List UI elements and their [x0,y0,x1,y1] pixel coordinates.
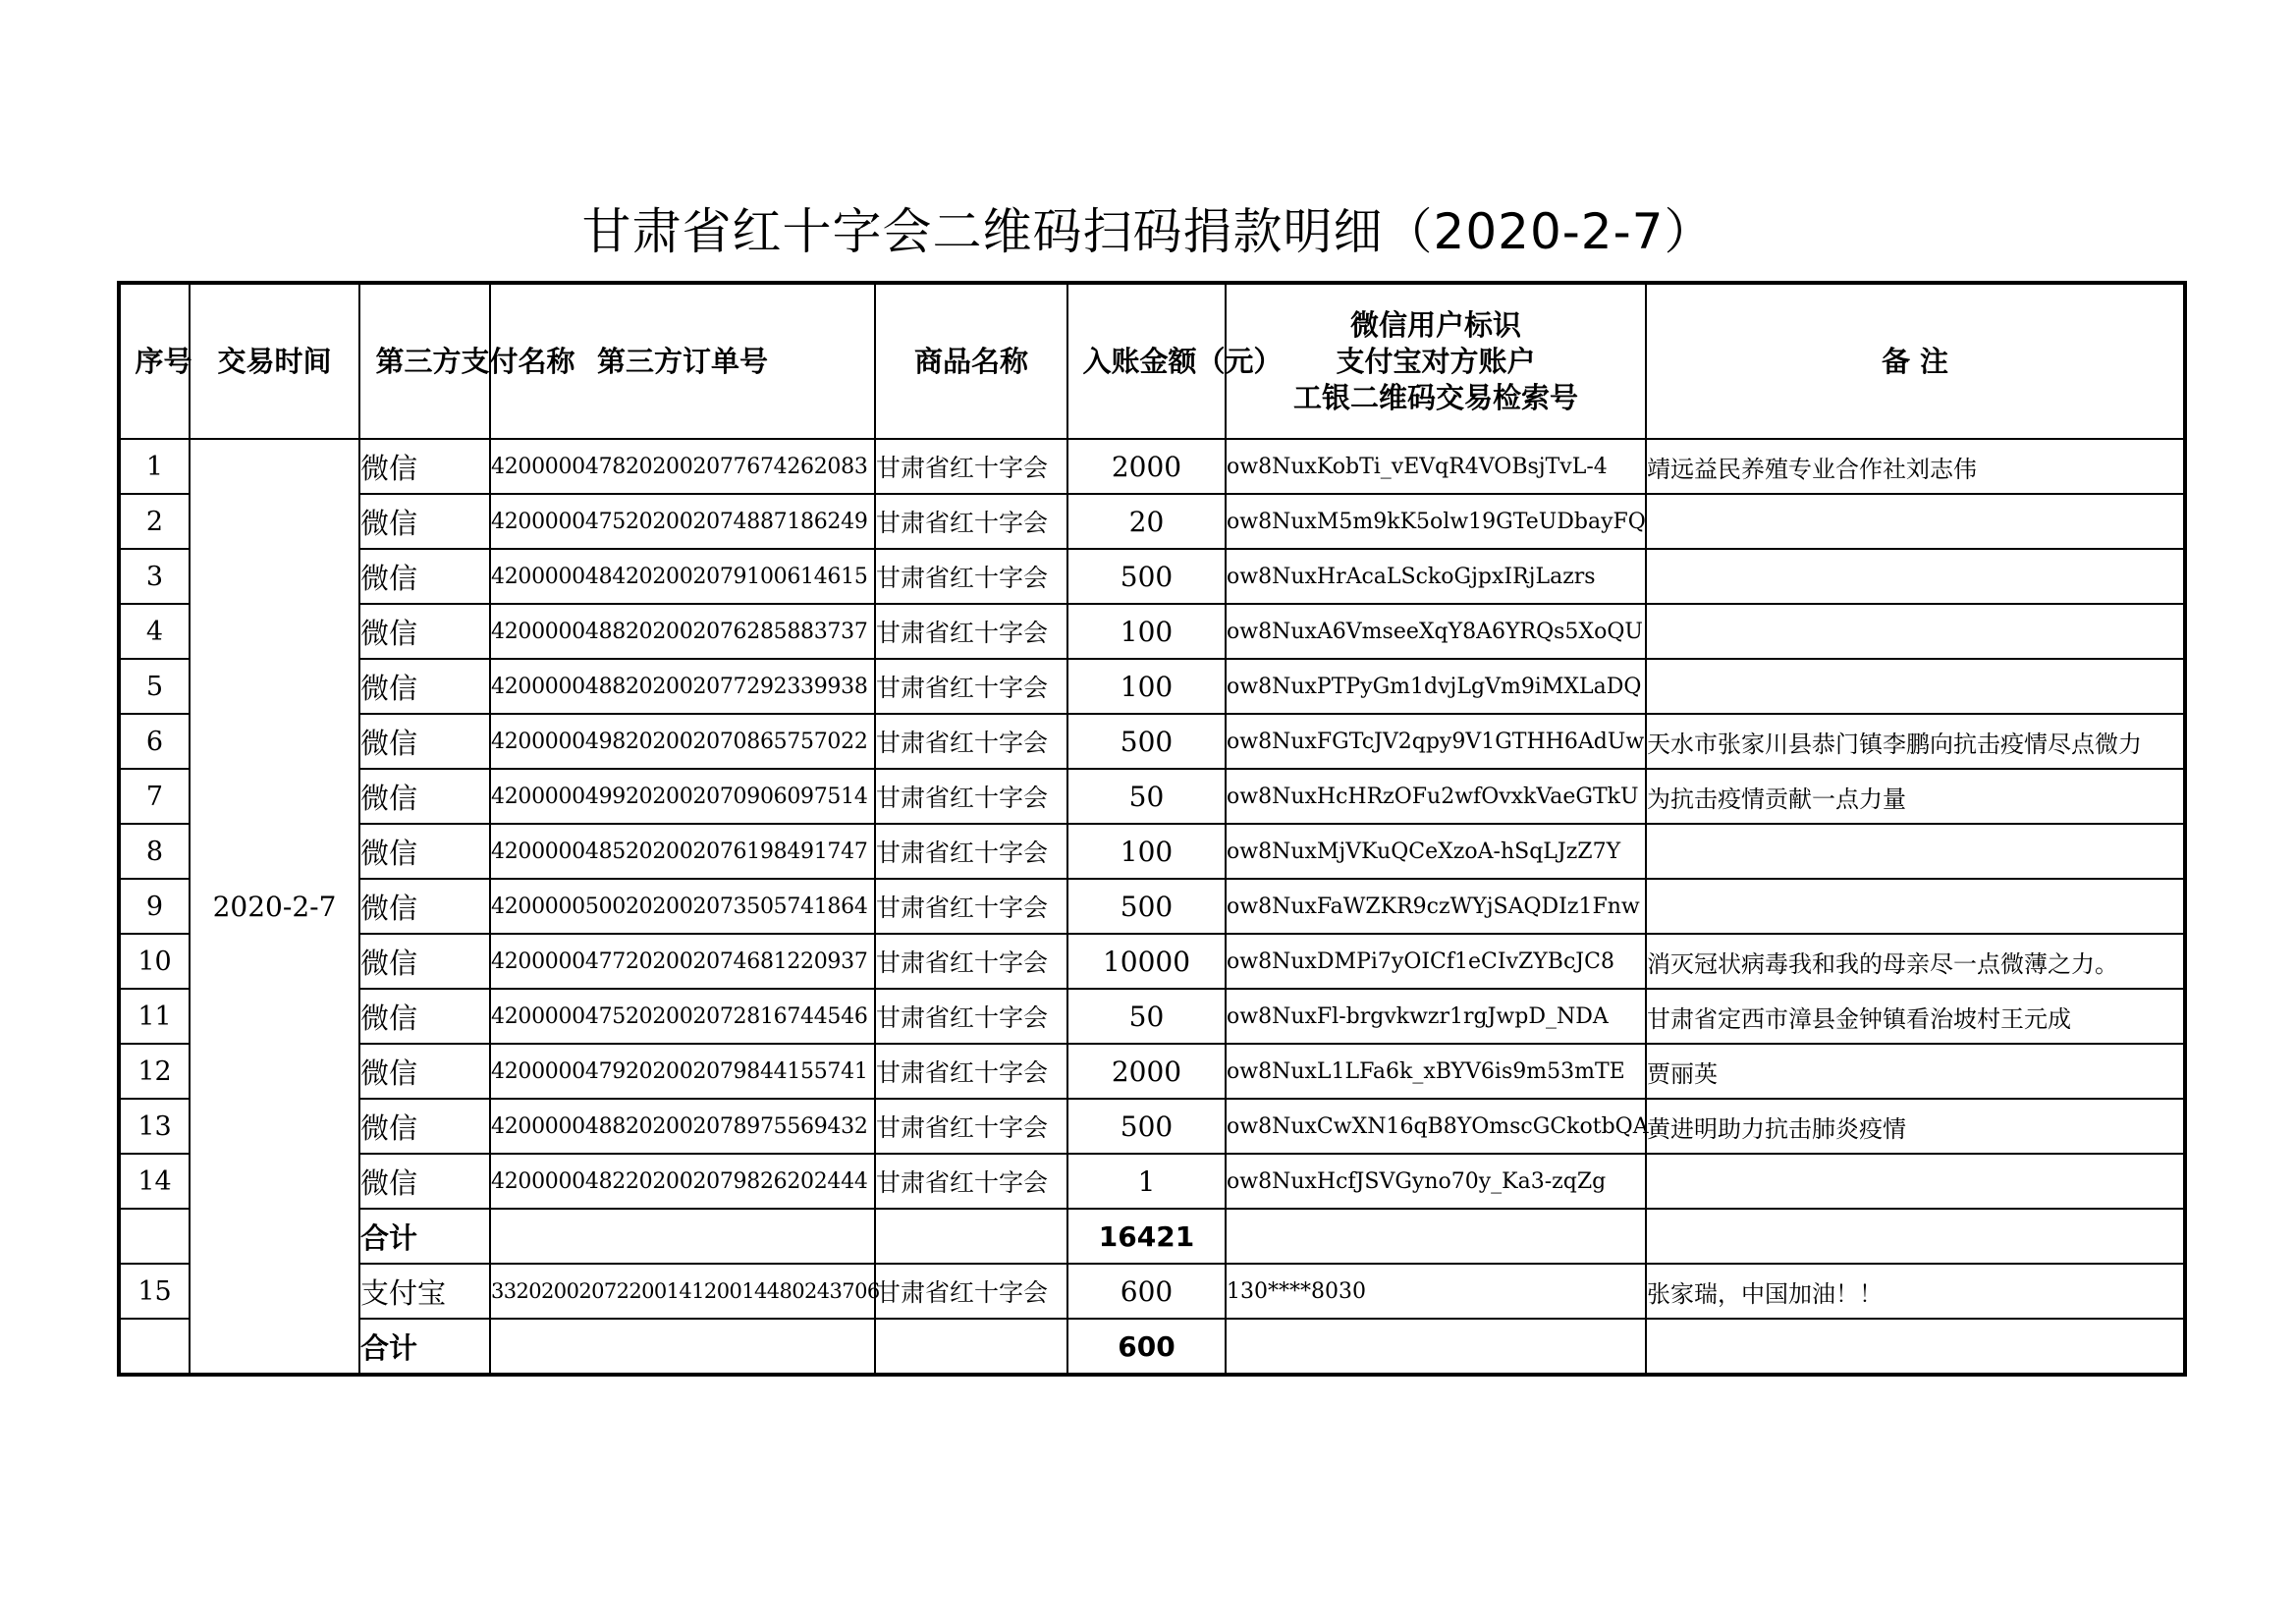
cell-note: 消灭冠状病毒我和我的母亲尽一点微薄之力。 [1646,934,2185,989]
cell-empty [1226,1319,1646,1375]
header-order: 第三方订单号 [490,283,875,439]
cell-order: 4200000499202002070906097514 [490,769,875,824]
subtotal-amount: 600 [1067,1319,1226,1375]
header-account-line3: 工银二维码交易检索号 [1292,380,1578,414]
cell-order: 4200000482202002079826202444 [490,1154,875,1209]
header-channel: 第三方支付名称 [359,283,490,439]
cell-goods: 甘肃省红十字会 [875,1154,1067,1209]
cell-note: 张家瑞，中国加油！！ [1646,1264,2185,1319]
cell-note: 靖远益民养殖专业合作社刘志伟 [1646,439,2185,494]
cell-account: ow8NuxHcHRzOFu2wfOvxkVaeGTkU [1226,769,1646,824]
table-row [119,934,2185,989]
cell-account: ow8NuxA6VmseeXqY8A6YRQs5XoQU [1226,604,1646,659]
cell-seq: 14 [119,1154,190,1209]
cell-channel: 微信 [359,879,490,934]
cell-amount: 50 [1067,989,1226,1044]
cell-empty [875,1319,1067,1375]
cell-note [1646,659,2185,714]
cell-order: 4200000478202002077674262083 [490,439,875,494]
header-goods: 商品名称 [875,283,1067,439]
cell-amount: 2000 [1067,1044,1226,1099]
header-amount: 入账金额（元） [1067,283,1226,439]
cell-amount: 50 [1067,769,1226,824]
cell-seq: 11 [119,989,190,1044]
table-row [119,714,2185,769]
cell-channel: 微信 [359,494,490,549]
cell-goods: 甘肃省红十字会 [875,1264,1067,1319]
header-row [119,283,2185,439]
subtotal-row [119,1209,2185,1264]
cell-order: 4200000488202002078975569432 [490,1099,875,1154]
cell-account: ow8NuxFl-brgvkwzr1rgJwpD_NDA [1226,989,1646,1044]
table-row [119,1154,2185,1209]
cell-seq-empty [119,1319,190,1375]
cell-account: ow8NuxDMPi7yOICf1eCIvZYBcJC8 [1226,934,1646,989]
cell-amount: 10000 [1067,934,1226,989]
cell-order: 4200000488202002076285883737 [490,604,875,659]
cell-goods: 甘肃省红十字会 [875,769,1067,824]
table-body [119,439,2185,1375]
cell-account: ow8NuxMjVKuQCeXzoA-hSqLJzZ7Y [1226,824,1646,879]
cell-amount: 100 [1067,824,1226,879]
cell-order: 4200000475202002072816744546 [490,989,875,1044]
cell-goods: 甘肃省红十字会 [875,879,1067,934]
cell-channel: 微信 [359,549,490,604]
cell-channel: 微信 [359,769,490,824]
cell-note [1646,1154,2185,1209]
cell-note: 黄进明助力抗击肺炎疫情 [1646,1099,2185,1154]
cell-seq: 9 [119,879,190,934]
cell-goods: 甘肃省红十字会 [875,549,1067,604]
cell-channel: 微信 [359,1044,490,1099]
table-row [119,769,2185,824]
cell-empty [1646,1209,2185,1264]
table-row [119,549,2185,604]
cell-seq: 1 [119,439,190,494]
cell-account: ow8NuxHrAcaLSckoGjpxIRjLazrs [1226,549,1646,604]
table-row [119,604,2185,659]
cell-goods: 甘肃省红十字会 [875,439,1067,494]
cell-seq: 15 [119,1264,190,1319]
page-title: 甘肃省红十字会二维码扫码捐款明细（2020-2-7） [581,203,1715,260]
cell-amount: 100 [1067,659,1226,714]
header-account-line2: 支付宝对方账户 [1336,344,1536,378]
cell-note: 甘肃省定西市漳县金钟镇看治坡村王元成 [1646,989,2185,1044]
cell-goods: 甘肃省红十字会 [875,604,1067,659]
cell-note [1646,824,2185,879]
table-row [119,824,2185,879]
header-seq: 序号 [119,283,190,439]
cell-amount: 500 [1067,714,1226,769]
cell-channel: 微信 [359,439,490,494]
cell-seq: 12 [119,1044,190,1099]
cell-account: ow8NuxL1LFa6k_xBYV6is9m53mTE [1226,1044,1646,1099]
cell-order: 3320200207220014120014480243706 [490,1264,875,1319]
subtotal-label: 合计 [359,1319,490,1375]
cell-seq: 3 [119,549,190,604]
table-row [119,989,2185,1044]
cell-goods: 甘肃省红十字会 [875,1044,1067,1099]
cell-amount: 1 [1067,1154,1226,1209]
header-note: 备 注 [1646,283,2185,439]
cell-note [1646,549,2185,604]
cell-note: 贾丽英 [1646,1044,2185,1099]
table-row [119,494,2185,549]
cell-seq: 7 [119,769,190,824]
cell-empty [1646,1319,2185,1375]
cell-empty [490,1319,875,1375]
cell-seq: 4 [119,604,190,659]
cell-account: ow8NuxKobTi_vEVqR4VOBsjTvL-4 [1226,439,1646,494]
table-row [119,659,2185,714]
cell-order: 4200000475202002074887186249 [490,494,875,549]
cell-goods: 甘肃省红十字会 [875,934,1067,989]
cell-goods: 甘肃省红十字会 [875,1099,1067,1154]
header-account [1226,283,1646,439]
cell-amount: 2000 [1067,439,1226,494]
cell-goods: 甘肃省红十字会 [875,989,1067,1044]
cell-goods: 甘肃省红十字会 [875,659,1067,714]
cell-channel: 微信 [359,1154,490,1209]
cell-channel: 微信 [359,824,490,879]
cell-channel: 微信 [359,604,490,659]
cell-channel: 支付宝 [359,1264,490,1319]
cell-channel: 微信 [359,714,490,769]
cell-note [1646,494,2185,549]
cell-channel: 微信 [359,934,490,989]
subtotal-row [119,1319,2185,1375]
cell-account: ow8NuxHcfJSVGyno70y_Ka3-zqZg [1226,1154,1646,1209]
header-account-line1: 微信用户标识 [1349,307,1521,342]
header-time: 交易时间 [190,283,359,439]
cell-seq: 2 [119,494,190,549]
cell-amount: 500 [1067,879,1226,934]
cell-account: ow8NuxPTPyGm1dvjLgVm9iMXLaDQ [1226,659,1646,714]
cell-amount: 600 [1067,1264,1226,1319]
cell-seq: 13 [119,1099,190,1154]
cell-order: 4200000485202002076198491747 [490,824,875,879]
cell-note: 为抗击疫情贡献一点力量 [1646,769,2185,824]
table-row [119,1264,2185,1319]
cell-channel: 微信 [359,1099,490,1154]
cell-order: 4200000477202002074681220937 [490,934,875,989]
subtotal-amount: 16421 [1067,1209,1226,1264]
cell-seq: 8 [119,824,190,879]
cell-order: 4200000479202002079844155741 [490,1044,875,1099]
table-row [119,439,2185,494]
cell-note: 天水市张家川县恭门镇李鹏向抗击疫情尽点微力 [1646,714,2185,769]
cell-seq-empty [119,1209,190,1264]
cell-date: 2020-2-7 [190,439,359,1375]
cell-order: 4200000488202002077292339938 [490,659,875,714]
cell-order: 4200000498202002070865757022 [490,714,875,769]
cell-amount: 100 [1067,604,1226,659]
cell-account: ow8NuxM5m9kK5olw19GTeUDbayFQ [1226,494,1646,549]
cell-channel: 微信 [359,659,490,714]
cell-account: ow8NuxFGTcJV2qpy9V1GTHH6AdUw [1226,714,1646,769]
cell-amount: 20 [1067,494,1226,549]
table-row [119,879,2185,934]
cell-empty [875,1209,1067,1264]
table-row [119,1044,2185,1099]
cell-account: ow8NuxFaWZKR9czWYjSAQDIz1Fnw [1226,879,1646,934]
cell-account: ow8NuxCwXN16qB8YOmscGCkotbQA [1226,1099,1646,1154]
cell-order: 4200000500202002073505741864 [490,879,875,934]
table-row [119,1099,2185,1154]
cell-amount: 500 [1067,549,1226,604]
cell-empty [1226,1209,1646,1264]
cell-order: 4200000484202002079100614615 [490,549,875,604]
cell-empty [490,1209,875,1264]
cell-seq: 5 [119,659,190,714]
cell-amount: 500 [1067,1099,1226,1154]
subtotal-label: 合计 [359,1209,490,1264]
cell-seq: 10 [119,934,190,989]
cell-goods: 甘肃省红十字会 [875,714,1067,769]
cell-goods: 甘肃省红十字会 [875,494,1067,549]
cell-account: 130****8030 [1226,1264,1646,1319]
donation-table [117,281,2187,1377]
cell-note [1646,879,2185,934]
cell-note [1646,604,2185,659]
cell-goods: 甘肃省红十字会 [875,824,1067,879]
cell-channel: 微信 [359,989,490,1044]
cell-seq: 6 [119,714,190,769]
